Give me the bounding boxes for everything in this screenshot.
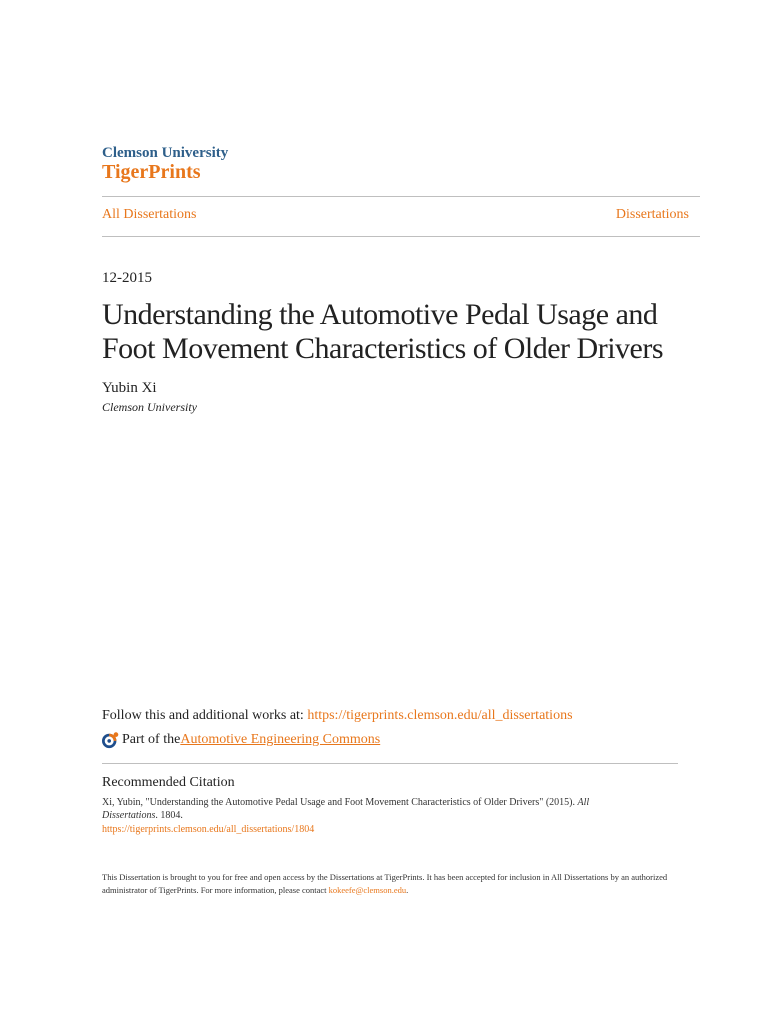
dissertations-link[interactable]: Dissertations [615, 207, 689, 222]
citation-number: . 1804. [155, 810, 183, 821]
part-of-line [102, 731, 380, 749]
footer-text: This Dissertation is brought to you for free and open access by the Dissertations at TigerPrints. It has been accepted for inclusion in All Dissertations by an authorized administrator of TigerPrints. For more information, please contact [102, 872, 668, 895]
follow-label: Follow this and additional works at: [102, 708, 308, 723]
citation-text [102, 796, 642, 822]
citation-url-link[interactable]: https://tigerprints.clemson.edu/all_dissertations/1804 [102, 824, 315, 835]
automotive-engineering-commons-link[interactable]: Automotive Engineering Commons [180, 732, 381, 747]
all-dissertations-link[interactable]: All Dissertations [102, 207, 197, 222]
author-name: Yubin Xi [102, 380, 157, 396]
part-of-label: Part of the [122, 732, 181, 747]
contact-email-link[interactable]: kokeefe@clemson.edu [328, 885, 407, 895]
bepress-commons-icon [102, 731, 120, 749]
top-divider [102, 196, 700, 197]
recommended-citation-heading: Recommended Citation [102, 775, 235, 790]
citation-series: All Dissertations [102, 797, 590, 821]
citation-body: Xi, Yubin, "Understanding the Automotive Pedal Usage and Foot Movement Characteristics of Older Drivers" (2015). [102, 797, 578, 808]
author-affiliation: Clemson University [102, 400, 197, 414]
footer-notice [102, 871, 682, 897]
footer-end: . [406, 885, 409, 895]
citation-divider [102, 763, 678, 764]
follow-line [102, 708, 573, 724]
document-title: Understanding the Automotive Pedal Usage and Foot Movement Characteristics of Older Drivers [102, 298, 664, 365]
university-name: Clemson University [102, 145, 229, 161]
nav-divider [102, 236, 700, 237]
repository-name[interactable]: TigerPrints [102, 161, 201, 183]
follow-url-link[interactable]: https://tigerprints.clemson.edu/all_dissertations [307, 708, 573, 723]
publication-date: 12-2015 [102, 270, 152, 286]
